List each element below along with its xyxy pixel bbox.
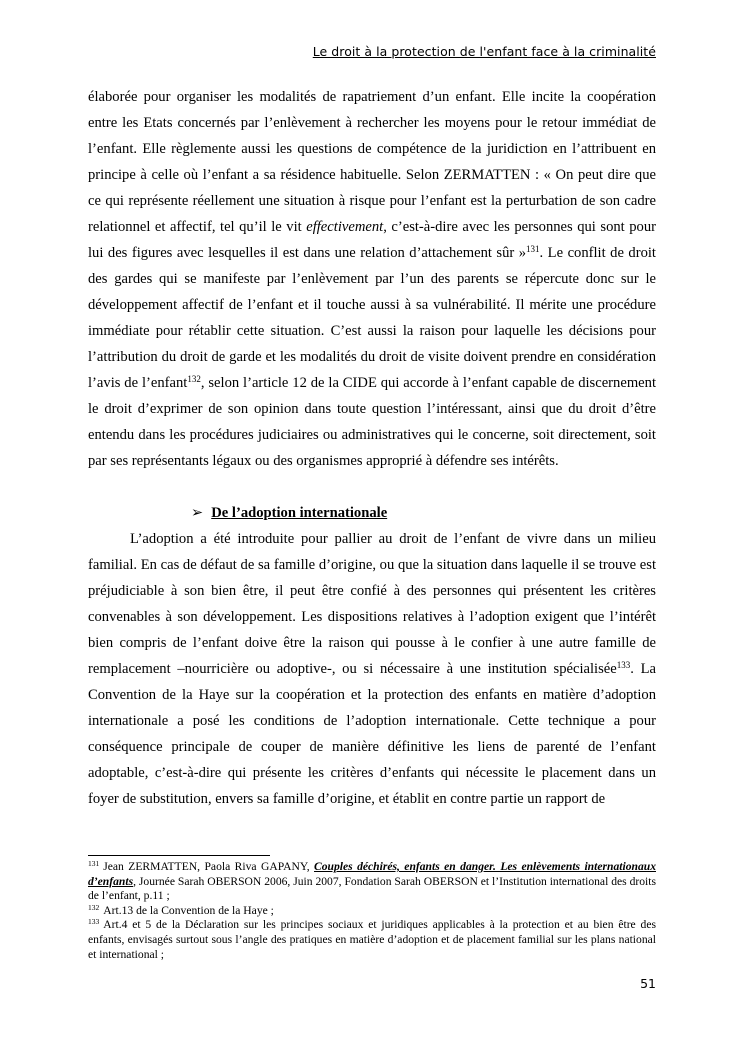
- paragraph-adoption: L’adoption a été introduite pour pallier au droit de l’enfant de vivre dans un milieu familial. En cas de défaut de sa famille d’origine, ou que la situation dans laquelle il se trouve est préjudiciable à son bien être, il peut être confié à des personnes qui présentent les critères convenables à son développement. Les dispositions relatives à l’adoption exigent que l’intérêt bien compris de l’enfant doive être la raison qui pousse à le confier à une autre famille de remplacement –nourricière ou adoptive-, ou si nécessaire à une institution spécialisée$^{133}$. La Convention de la Haye sur la coopération et la protection des enfants en matière d’adoption internationale a posé les conditions de l’adoption internationale. Cette technique a pour conséquence principale de couper de manière définitive les liens de parenté de l’enfant adoptable, c’est-à-dire qui présente les critères d’enfants qui nécessite le placement dans un foyer de substitution, envers sa famille d’origine, et établit en contre partie un rapport de: [88, 531, 656, 807]
- cited-work-title: Couples déchirés, enfants en danger. Les enlèvements internationaux d’enfants: [88, 860, 656, 888]
- footnote-ref-133[interactable]: 133: [616, 660, 631, 670]
- emphasis-effectivement: effectivement: [306, 219, 384, 235]
- paragraph-repatriation: élaborée pour organiser les modalités de rapatriement d’un enfant. Elle incite la coopération entre les Etats concernés par l’enlèvement à rechercher les moyens pour le retour immédiat de l’enfant. Elle règlemente aussi les questions de compétence de la juridiction en l’attribuent en principe à celle où l’enfant a sa résidence habituelle. Selon ZERMATTEN : « On peut dire que ce qui représente réellement une situation à risque pour l’enfant est la perturbation de son cadre relationnel et affectif, tel qu’il le vit effectivement, c’est-à-dire avec les personnes qui sont pour lui des figures avec lesquelles il est dans une relation d’attachement sûr »$^{131}$. Le conflit de droit des gardes qui se manifeste par l’enlèvement par l’un des parents se répercute donc sur le développement affectif de l’enfant et il touche aussi à sa vulnérabilité. Il mérite une procédure immédiate pour rétablir cette situation. C’est aussi la raison pour laquelle les décisions pour l’attribution du droit de garde et les modalités du droit de visite doivent prendre en considération l’avis de l’enfant$^{132}$, selon l’article 12 de la CIDE qui accorde à l’enfant capable de discernement le droit d’exprimer de son opinion dans toute question l’intéressant, ainsi que du droit d’être entendu dans les procédures judiciaires ou administratives qui le concerne, soit directement, soit par ses représentants légaux ou des organismes approprié à défendre ses intérêts.: [88, 89, 656, 469]
- footnotes: [88, 860, 656, 962]
- running-header: Le droit à la protection de l'enfant face à la criminalité: [312, 44, 656, 59]
- footnote-separator: [88, 855, 270, 856]
- page-body: [88, 84, 656, 812]
- footnote-131: $^{131}$ Jean ZERMATTEN, Paola Riva GAPANY, Couples déchirés, enfants en danger. Les enlèvements internationaux d’enfants, Journée Sarah OBERSON 2006, Juin 2007, Fondation Sarah OBERSON et l’Institution international des droits de l’enfant, p.11 ;: [88, 859, 656, 903]
- footnote-ref-132[interactable]: 132: [187, 374, 201, 384]
- footnote-133: $^{133}$ Art.4 et 5 de la Déclaration sur les principes sociaux et juridiques applicables à la protection et au bien être des enfants, envisagés surtout sous l’angle des pratiques en matière d’adoption et de placement familial sur les plans national et international ;: [88, 917, 656, 961]
- page-number: 51: [640, 976, 656, 991]
- footnote-ref-131[interactable]: 131: [526, 244, 540, 254]
- arrow-bullet-icon: ➢: [191, 505, 204, 521]
- section-heading: [88, 500, 656, 526]
- footnote-132: $^{132}$ Art.13 de la Convention de la Haye ;: [88, 902, 274, 917]
- paragraph-spacer: [88, 474, 656, 500]
- section-heading-text: De l’adoption internationale: [211, 505, 388, 521]
